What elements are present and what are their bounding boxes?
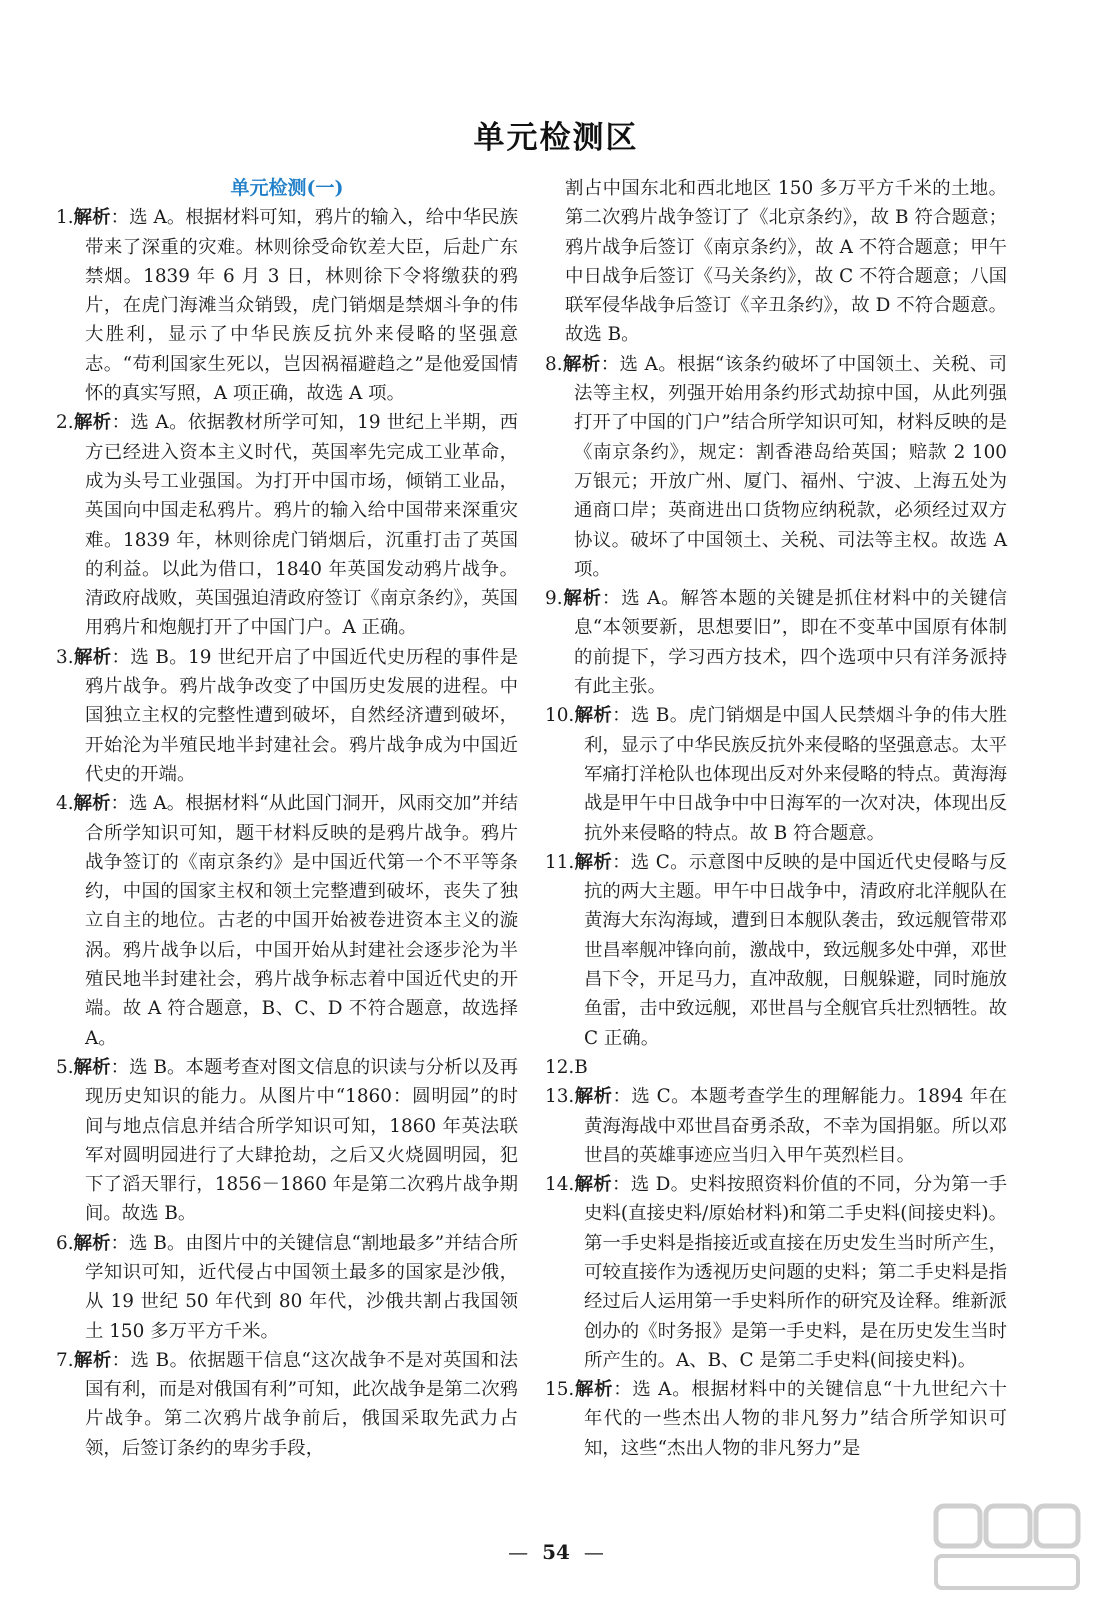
answer-text: 选 D。史料按照资料价值的不同，分为第一手史料(直接史料/原始材料)和第二手史料(间接史料)。第一手史料是指接近或直接在历史发生当时所产生，可较直接作为透视历史问题的史料；第二手史料是指经过后人运用第一手史料所作的研究及诠释。维新派创办的《时务报》是第一手史料，是在历史发生当时所产生的。A、B、C 是第二手史料(间接史料)。 [584,1174,1007,1371]
answer-item: 3.解析：选 B。19 世纪开启了中国近代史历程的事件是鸦片战争。鸦片战争改变了中国历史发展的进程。中国独立主权的完整性遭到破坏，自然经济遭到破坏，开始沦为半殖民地半封建社会。鸦片战争成为中国近代史的开端。 [56,646,518,785]
answer-text: 选 C。示意图中反映的是中国近代史侵略与反抗的两大主题。甲午中日战争中，清政府北洋舰队在黄海大东沟海域，遭到日本舰队袭击，致远舰管带邓世昌率舰冲锋向前，激战中，致远舰多处中弹，邓世昌下令，开足马力，直冲敌舰，日舰躲避，同时施放鱼雷，击中致远舰，邓世昌与全舰官兵壮烈牺牲。故 C 正确。 [584,851,1007,1049]
answer-tag: 解析 [562,353,601,375]
left-column [56,174,518,1463]
answer-item: 7.解析：选 B。依据题干信息“这次战争不是对英国和法国有利，而是对俄国有利”可知，此次战争是第二次鸦片战争。第二次鸦片战争前后，俄国采取先武力占领，后签订条约的卑劣手段， [56,1349,518,1459]
answer-tag: 解析 [73,1056,111,1078]
answer-text: 选 B。依据题干信息“这次战争不是对英国和法国有利，而是对俄国有利”可知，此次战争是第二次鸦片战争。第二次鸦片战争前后，俄国采取先武力占领，后签订条约的卑劣手段， [85,1349,518,1459]
answer-text: 选 B。虎门销烟是中国人民禁烟斗争的伟大胜利，显示了中华民族反抗外来侵略的坚强意志。太平军痛打洋枪队也体现出反对外来侵略的特点。黄海海战是甲午中日战争中中日海军的一次对决，体现出反抗外来侵略的特点。故 B 符合题意。 [584,705,1007,844]
answer-item: 8.解析：选 A。根据“该条约破坏了中国领土、关税、司法等主权，列强开始用条约形式劫掠中国，从此列强打开了中国的门户”结合所学知识可知，材料反映的是《南京条约》，规定：割香港岛给英国；赔款 2 100 万银元；开放广州、厦门、福州、宁波、上海五处为通商口岸；英商进出口货物应纳税款，必须经过双方协议。破坏了中国领土、关税、司法等主权。故选 A 项。 [545,353,1007,580]
answer-tag: 解析 [562,588,602,610]
answer-item: 12.B [545,1056,588,1078]
answer-tag: 解析 [574,1174,612,1196]
answer-text: 选 B。19 世纪开启了中国近代史历程的事件是鸦片战争。鸦片战争改变了中国历史发展的进程。中国独立主权的完整性遭到破坏，自然经济遭到破坏，开始沦为半殖民地半封建社会。鸦片战争成为中国近代史的开端。 [85,646,518,785]
answer-item: 6.解析：选 B。由图片中的关键信息“割地最多”并结合所学知识可知，近代侵占中国领土最多的国家是沙俄，从 19 世纪 50 年代到 80 年代，沙俄共割占我国领土 150 多万平方千米。 [56,1232,518,1342]
answer-tag: 解析 [574,1379,614,1401]
dash-decoration: — [583,1540,604,1564]
answer-tag: 解析 [73,793,111,815]
answer-item: 5.解析：选 B。本题考查对图文信息的识读与分析以及再现历史知识的能力。从图片中“1860：圆明园”的时间与地点信息并结合所学知识可知，1860 年英法联军对圆明园进行了大肆抢劫，之后又火烧圆明园，犯下了滔天罪行，1856－1860 年是第二次鸦片战争期间。故选 B。 [56,1056,518,1225]
section-heading: 单元检测(一) [230,177,344,199]
answer-text: 选 B。由图片中的关键信息“割地最多”并结合所学知识可知，近代侵占中国领土最多的国家是沙俄，从 19 世纪 50 年代到 80 年代，沙俄共割占我国领土 150 多万平方千米。 [85,1232,518,1342]
watermark-logo [932,1502,1082,1594]
answer-item: 15.解析：选 A。根据材料中的关键信息“十九世纪六十年代的一些杰出人物的非凡努力”结合所学知识可知，这些“杰出人物的非凡努力”是 [545,1379,1007,1459]
answer-item: 11.解析：选 C。示意图中反映的是中国近代史侵略与反抗的两大主题。甲午中日战争中，清政府北洋舰队在黄海大东沟海域，遭到日本舰队袭击，致远舰管带邓世昌率舰冲锋向前，激战中，致远舰多处中弹，邓世昌下令，开足马力，直冲敌舰，日舰躲避，同时施放鱼雷，击中致远舰，邓世昌与全舰官兵壮烈牺牲。故 C 正确。 [545,851,1007,1049]
answer-text: 选 A。解答本题的关键是抓住材料中的关键信息“本领要新，思想要旧”，即在不变革中国原有体制的前提下，学习西方技术，四个选项中只有洋务派持有此主张。 [574,588,1007,698]
answer-text: 割占中国东北和西北地区 150 多万平方千米的土地。第二次鸦片战争签订了《北京条约》，故 B 符合题意；鸦片战争后签订《南京条约》，故 A 不符合题意；甲午中日战争后签订《马关条约》，故 C 不符合题意；八国联军侵华战争后签订《辛丑条约》，故 D 不符合题意。故选 B。 [565,178,1007,346]
answer-tag: 解析 [574,705,613,727]
answer-item: 14.解析：选 D。史料按照资料价值的不同，分为第一手史料(直接史料/原始材料)和第二手史料(间接史料)。第一手史料是指接近或直接在历史发生当时所产生，可较直接作为透视历史问题的史料；第二手史料是指经过后人运用第一手史料所作的研究及诠释。维新派创办的《时务报》是第一手史料，是在历史发生当时所产生的。A、B、C 是第二手史料(间接史料)。 [545,1174,1007,1371]
answer-item: 13.解析：选 C。本题考查学生的理解能力。1894 年在黄海海战中邓世昌奋勇杀敌，不幸为国捐躯。所以邓世昌的英雄事迹应当归入甲午英烈栏目。 [545,1086,1007,1166]
answer-continuation [545,174,1007,350]
answer-tag: 解析 [73,1232,111,1254]
answer-tag: 解析 [73,646,112,668]
answer-text: 选 A。根据材料“从此国门洞开，风雨交加”并结合所学知识可知，题干材料反映的是鸦片战争。鸦片战争签订的《南京条约》是中国近代第一个不平等条约，中国的国家主权和领土完整遭到破坏，丧失了独立自主的地位。古老的中国开始被卷进资本主义的漩涡。鸦片战争以后，中国开始从封建社会逐步沦为半殖民地半封建社会，鸦片战争标志着中国近代史的开端。故 A 符合题意，B、C、D 不符合题意，故选择 A。 [85,793,518,1049]
dash-decoration: — [508,1540,529,1564]
page-number: — 54 — [508,1540,604,1564]
answer-text: 选 C。本题考查学生的理解能力。1894 年在黄海海战中邓世昌奋勇杀敌，不幸为国捐躯。所以邓世昌的英雄事迹应当归入甲午英烈栏目。 [584,1086,1007,1166]
answer-tag: 解析 [73,412,112,434]
answer-text: B [574,1056,588,1078]
answer-tag: 解析 [73,1349,112,1371]
answer-text: 选 B。本题考查对图文信息的识读与分析以及再现历史知识的能力。从图片中“1860：圆明园”的时间与地点信息并结合所学知识可知，1860 年英法联军对圆明园进行了大肆抢劫，之后又火烧圆明园，犯下了滔天罪行，1856－1860 年是第二次鸦片战争期间。故选 B。 [85,1056,518,1225]
page-title: 单元检测区 [473,120,639,156]
answer-tag: 解析 [574,851,613,873]
answer-item: 2.解析：选 A。依据教材所学可知，19 世纪上半期，西方已经进入资本主义时代，英国率先完成工业革命，成为头号工业强国。为打开中国市场，倾销工业品，英国向中国走私鸦片。鸦片的输入给中国带来深重灾难。1839 年，林则徐虎门销烟后，沉重打击了英国的利益。以此为借口，1840 年英国发动鸦片战争。清政府战败，英国强迫清政府签订《南京条约》，英国用鸦片和炮舰打开了中国门户。A 正确。 [56,412,518,639]
answer-item: 1.解析：选 A。根据材料可知，鸦片的输入，给中华民族带来了深重的灾难。林则徐受命钦差大臣，后赴广东禁烟。1839 年 6 月 3 日，林则徐下令将缴获的鸦片，在虎门海滩当众销毁，虎门销烟是禁烟斗争的伟大胜利，显示了中华民族反抗外来侵略的坚强意志。“苟利国家生死以，岂因祸福避趋之”是他爱国情怀的真实写照，A 项正确，故选 A 项。 [56,207,518,405]
answer-text: 选 A。根据材料中的关键信息“十九世纪六十年代的一些杰出人物的非凡努力”结合所学知识可知，这些“杰出人物的非凡努力”是 [584,1379,1007,1459]
right-column [545,174,1007,1463]
answer-tag: 解析 [73,207,111,229]
watermark-icon [932,1502,1082,1594]
answer-text: 选 A。根据“该条约破坏了中国领土、关税、司法等主权，列强开始用条约形式劫掠中国，从此列强打开了中国的门户”结合所学知识可知，材料反映的是《南京条约》，规定：割香港岛给英国；赔款 2 100 万银元；开放广州、厦门、福州、宁波、上海五处为通商口岸；英商进出口货物应纳税款，必须经过双方协议。破坏了中国领土、关税、司法等主权。故选 A 项。 [574,353,1007,580]
answer-text: 选 A。依据教材所学可知，19 世纪上半期，西方已经进入资本主义时代，英国率先完成工业革命，成为头号工业强国。为打开中国市场，倾销工业品，英国向中国走私鸦片。鸦片的输入给中国带来深重灾难。1839 年，林则徐虎门销烟后，沉重打击了英国的利益。以此为借口，1840 年英国发动鸦片战争。清政府战败，英国强迫清政府签订《南京条约》，英国用鸦片和炮舰打开了中国门户。A 正确。 [85,412,518,639]
answer-item: 9.解析：选 A。解答本题的关键是抓住材料中的关键信息“本领要新，思想要旧”，即在不变革中国原有体制的前提下，学习西方技术，四个选项中只有洋务派持有此主张。 [545,588,1007,698]
answer-item: 10.解析：选 B。虎门销烟是中国人民禁烟斗争的伟大胜利，显示了中华民族反抗外来侵略的坚强意志。太平军痛打洋枪队也体现出反对外来侵略的特点。黄海海战是甲午中日战争中中日海军的一次对决，体现出反抗外来侵略的特点。故 B 符合题意。 [545,705,1007,844]
answer-text: 选 A。根据材料可知，鸦片的输入，给中华民族带来了深重的灾难。林则徐受命钦差大臣，后赴广东禁烟。1839 年 6 月 3 日，林则徐下令将缴获的鸦片，在虎门海滩当众销毁，虎门销烟是禁烟斗争的伟大胜利，显示了中华民族反抗外来侵略的坚强意志。“苟利国家生死以，岂因祸福避趋之”是他爱国情怀的真实写照，A 项正确，故选 A 项。 [85,207,518,405]
answer-tag: 解析 [574,1086,613,1108]
answer-item: 4.解析：选 A。根据材料“从此国门洞开，风雨交加”并结合所学知识可知，题干材料反映的是鸦片战争。鸦片战争签订的《南京条约》是中国近代第一个不平等条约，中国的国家主权和领土完整遭到破坏，丧失了独立自主的地位。古老的中国开始被卷进资本主义的漩涡。鸦片战争以后，中国开始从封建社会逐步沦为半殖民地半封建社会，鸦片战争标志着中国近代史的开端。故 A 符合题意，B、C、D 不符合题意，故选择 A。 [56,793,518,1049]
